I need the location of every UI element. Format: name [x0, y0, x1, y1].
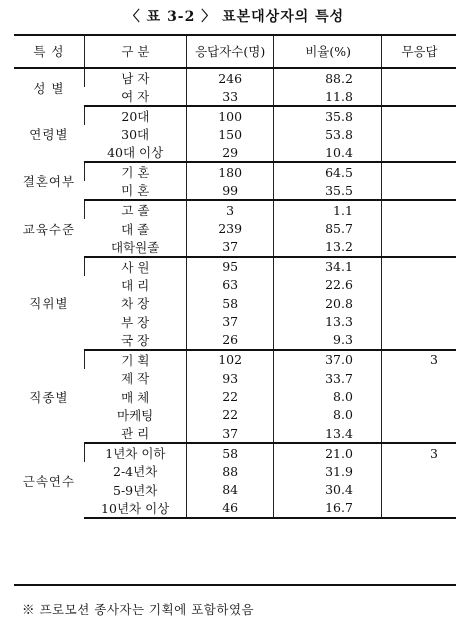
table-group — [14, 257, 456, 350]
row-ratio: 8.0 — [274, 387, 382, 405]
row-ratio: 31.9 — [274, 462, 382, 480]
row-ratio: 13.4 — [274, 424, 382, 443]
row-no-response: 3 — [381, 443, 456, 462]
row-category: 40대 이상 — [84, 143, 186, 162]
row-ratio: 8.0 — [274, 406, 382, 424]
row-category: 국 장 — [84, 331, 186, 350]
row-count: 180 — [186, 162, 273, 181]
row-category: 5-9년차 — [113, 482, 158, 498]
characteristics-table — [14, 34, 456, 519]
table-group — [14, 350, 456, 443]
row-ratio: 35.5 — [274, 181, 382, 200]
group-label: 직위별 — [29, 296, 69, 312]
row-ratio: 16.7 — [274, 499, 382, 518]
row-category: 대 리 — [121, 277, 150, 293]
header-no-response: 무응답 — [381, 34, 456, 68]
table-group — [14, 200, 456, 256]
row-ratio: 11.8 — [274, 87, 382, 106]
header-category: 구 분 — [84, 34, 186, 68]
row-no-response — [381, 257, 456, 276]
row-no-response — [381, 162, 456, 181]
row-category: 제 작 — [121, 371, 150, 387]
row-no-response — [381, 87, 456, 106]
row-ratio: 85.7 — [274, 219, 382, 237]
row-count: 88 — [186, 462, 273, 480]
row-count: 93 — [186, 369, 273, 387]
row-category: 관 리 — [84, 424, 186, 443]
group-label: 근속연수 — [22, 473, 76, 489]
row-count: 33 — [186, 87, 273, 106]
table-group — [14, 443, 456, 518]
table-caption: 〈 표 3-2 〉 표본대상자의 특성 — [125, 9, 345, 25]
row-count: 58 — [186, 294, 273, 312]
row-count: 37 — [186, 424, 273, 443]
header-respondents: 응답자수(명) — [186, 34, 273, 68]
table-group — [14, 68, 456, 106]
group-label: 연령별 — [29, 127, 69, 143]
footnote: ※ 프로모션 종사자는 기획에 포함하였음 — [22, 602, 255, 617]
row-count: 246 — [186, 68, 273, 87]
row-count: 3 — [186, 200, 273, 219]
row-no-response — [381, 294, 456, 312]
row-no-response — [381, 313, 456, 331]
row-ratio: 35.8 — [274, 106, 382, 125]
table-row — [14, 162, 456, 181]
row-no-response — [381, 462, 456, 480]
row-count: 239 — [186, 219, 273, 237]
row-count: 58 — [186, 443, 273, 462]
row-count: 29 — [186, 143, 273, 162]
row-category: 사 원 — [84, 257, 186, 276]
row-category: 여 자 — [84, 87, 186, 106]
row-category: 차 장 — [121, 296, 150, 312]
row-no-response — [381, 219, 456, 237]
row-count: 63 — [186, 276, 273, 294]
row-ratio: 9.3 — [274, 331, 382, 350]
table-group — [14, 106, 456, 162]
row-ratio: 34.1 — [274, 257, 382, 276]
row-ratio: 1.1 — [274, 200, 382, 219]
row-ratio: 10.4 — [274, 143, 382, 162]
row-no-response — [381, 276, 456, 294]
row-category: 20대 — [84, 106, 186, 125]
row-no-response — [381, 406, 456, 424]
row-count: 95 — [186, 257, 273, 276]
row-no-response — [381, 125, 456, 143]
table-group — [14, 162, 456, 200]
row-no-response — [381, 238, 456, 257]
table-row — [14, 350, 456, 369]
row-category: 2-4년차 — [113, 464, 158, 480]
row-no-response — [381, 387, 456, 405]
row-category: 대 졸 — [121, 221, 150, 237]
table-row — [14, 200, 456, 219]
row-count: 22 — [186, 387, 273, 405]
row-no-response — [381, 200, 456, 219]
group-label: 결혼여부 — [22, 174, 76, 190]
row-no-response — [381, 68, 456, 87]
row-ratio: 13.2 — [274, 238, 382, 257]
header-characteristic: 특 성 — [14, 34, 84, 68]
row-no-response — [381, 106, 456, 125]
group-label: 직종별 — [29, 389, 69, 405]
row-count: 84 — [186, 481, 273, 499]
row-ratio: 22.6 — [274, 276, 382, 294]
table-row — [14, 257, 456, 276]
row-category: 매 체 — [121, 389, 150, 405]
row-ratio: 21.0 — [274, 443, 382, 462]
row-count: 22 — [186, 406, 273, 424]
header-ratio: 비율(%) — [274, 34, 382, 68]
row-count: 37 — [186, 238, 273, 257]
row-count: 100 — [186, 106, 273, 125]
row-ratio: 13.3 — [274, 313, 382, 331]
row-count: 37 — [186, 313, 273, 331]
table-row — [14, 443, 456, 462]
row-category: 기 획 — [84, 350, 186, 369]
row-category: 고 졸 — [84, 200, 186, 219]
row-ratio: 33.7 — [274, 369, 382, 387]
row-no-response: 3 — [381, 350, 456, 369]
row-no-response — [381, 499, 456, 518]
table-row — [14, 106, 456, 125]
row-ratio: 20.8 — [274, 294, 382, 312]
group-label: 성 별 — [33, 80, 65, 96]
row-category: 30대 — [121, 127, 150, 143]
row-count: 150 — [186, 125, 273, 143]
row-count: 102 — [186, 350, 273, 369]
row-category: 마케팅 — [117, 407, 154, 423]
row-no-response — [381, 424, 456, 443]
row-ratio: 53.8 — [274, 125, 382, 143]
row-category: 부 장 — [121, 314, 150, 330]
group-label: 교육수준 — [22, 221, 76, 237]
row-ratio: 88.2 — [274, 68, 382, 87]
row-category: 기 혼 — [84, 162, 186, 181]
row-count: 46 — [186, 499, 273, 518]
header-row — [14, 34, 456, 68]
row-category: 남 자 — [84, 68, 186, 87]
row-count: 99 — [186, 181, 273, 200]
row-ratio: 37.0 — [274, 350, 382, 369]
row-category: 대학원졸 — [84, 238, 186, 257]
row-no-response — [381, 481, 456, 499]
table-row — [14, 68, 456, 87]
row-category: 1년차 이하 — [84, 443, 186, 462]
row-ratio: 64.5 — [274, 162, 382, 181]
row-no-response — [381, 181, 456, 200]
row-no-response — [381, 331, 456, 350]
row-no-response — [381, 369, 456, 387]
row-ratio: 30.4 — [274, 481, 382, 499]
row-category: 10년차 이상 — [84, 499, 186, 518]
row-no-response — [381, 143, 456, 162]
row-category: 미 혼 — [84, 181, 186, 200]
row-count: 26 — [186, 331, 273, 350]
